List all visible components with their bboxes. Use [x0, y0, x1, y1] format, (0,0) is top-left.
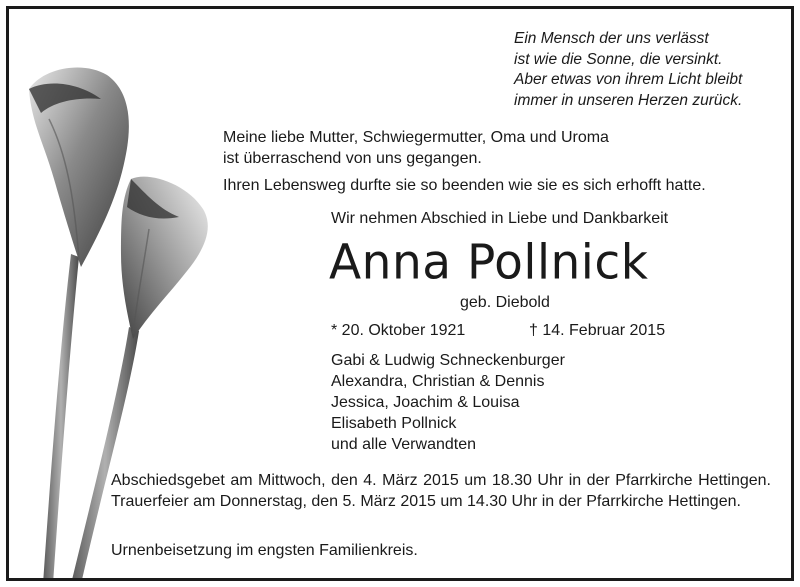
poem-line: ist wie die Sonne, die versinkt.: [514, 50, 723, 68]
farewell-line: Wir nehmen Abschied in Liebe und Dankbarkeit: [331, 210, 669, 227]
intro-line: Ihren Lebensweg durfte sie so beenden wie sie es sich erhofft hatte.: [223, 177, 706, 194]
poem-line: immer in unseren Herzen zurück.: [514, 91, 743, 109]
mourner-item: Alexandra, Christian & Dennis: [331, 373, 545, 390]
obituary-frame: [6, 6, 794, 581]
mourner-item: Jessica, Joachim & Louisa: [331, 394, 520, 411]
urn-burial-note: Urnenbeisetzung im engsten Familienkreis.: [111, 542, 418, 559]
poem-line: Aber etwas von ihrem Licht bleibt: [514, 71, 743, 88]
mourners-list: [331, 350, 565, 455]
mourner-item: und alle Verwandten: [331, 436, 476, 453]
mourner-item: Gabi & Ludwig Schneckenburger: [331, 352, 565, 369]
poem: [514, 29, 742, 111]
deceased-name: Anna Pollnick: [329, 234, 649, 291]
intro-text: [223, 127, 706, 196]
poem-line: Ein Mensch der uns verlässt: [514, 30, 709, 47]
intro-line: ist überraschend von uns gegangen.: [223, 150, 482, 167]
maiden-name: geb. Diebold: [460, 294, 550, 311]
intro-line: Meine liebe Mutter, Schwiegermutter, Oma und Uroma: [223, 129, 609, 146]
mourner-item: Elisabeth Pollnick: [331, 415, 457, 432]
birth-date: * 20. Oktober 1921: [331, 322, 466, 339]
service-details: Abschiedsgebet am Mittwoch, den 4. März 2015 um 18.30 Uhr in der Pfarrkirche Hettingen. Trauerfeier am Donnerstag, den 5. März 2015 um 14.30 Uhr in der Pfarrkirche Hettingen.: [111, 472, 771, 510]
lily-stem-left: [43, 254, 79, 581]
death-date: † 14. Februar 2015: [529, 322, 666, 339]
